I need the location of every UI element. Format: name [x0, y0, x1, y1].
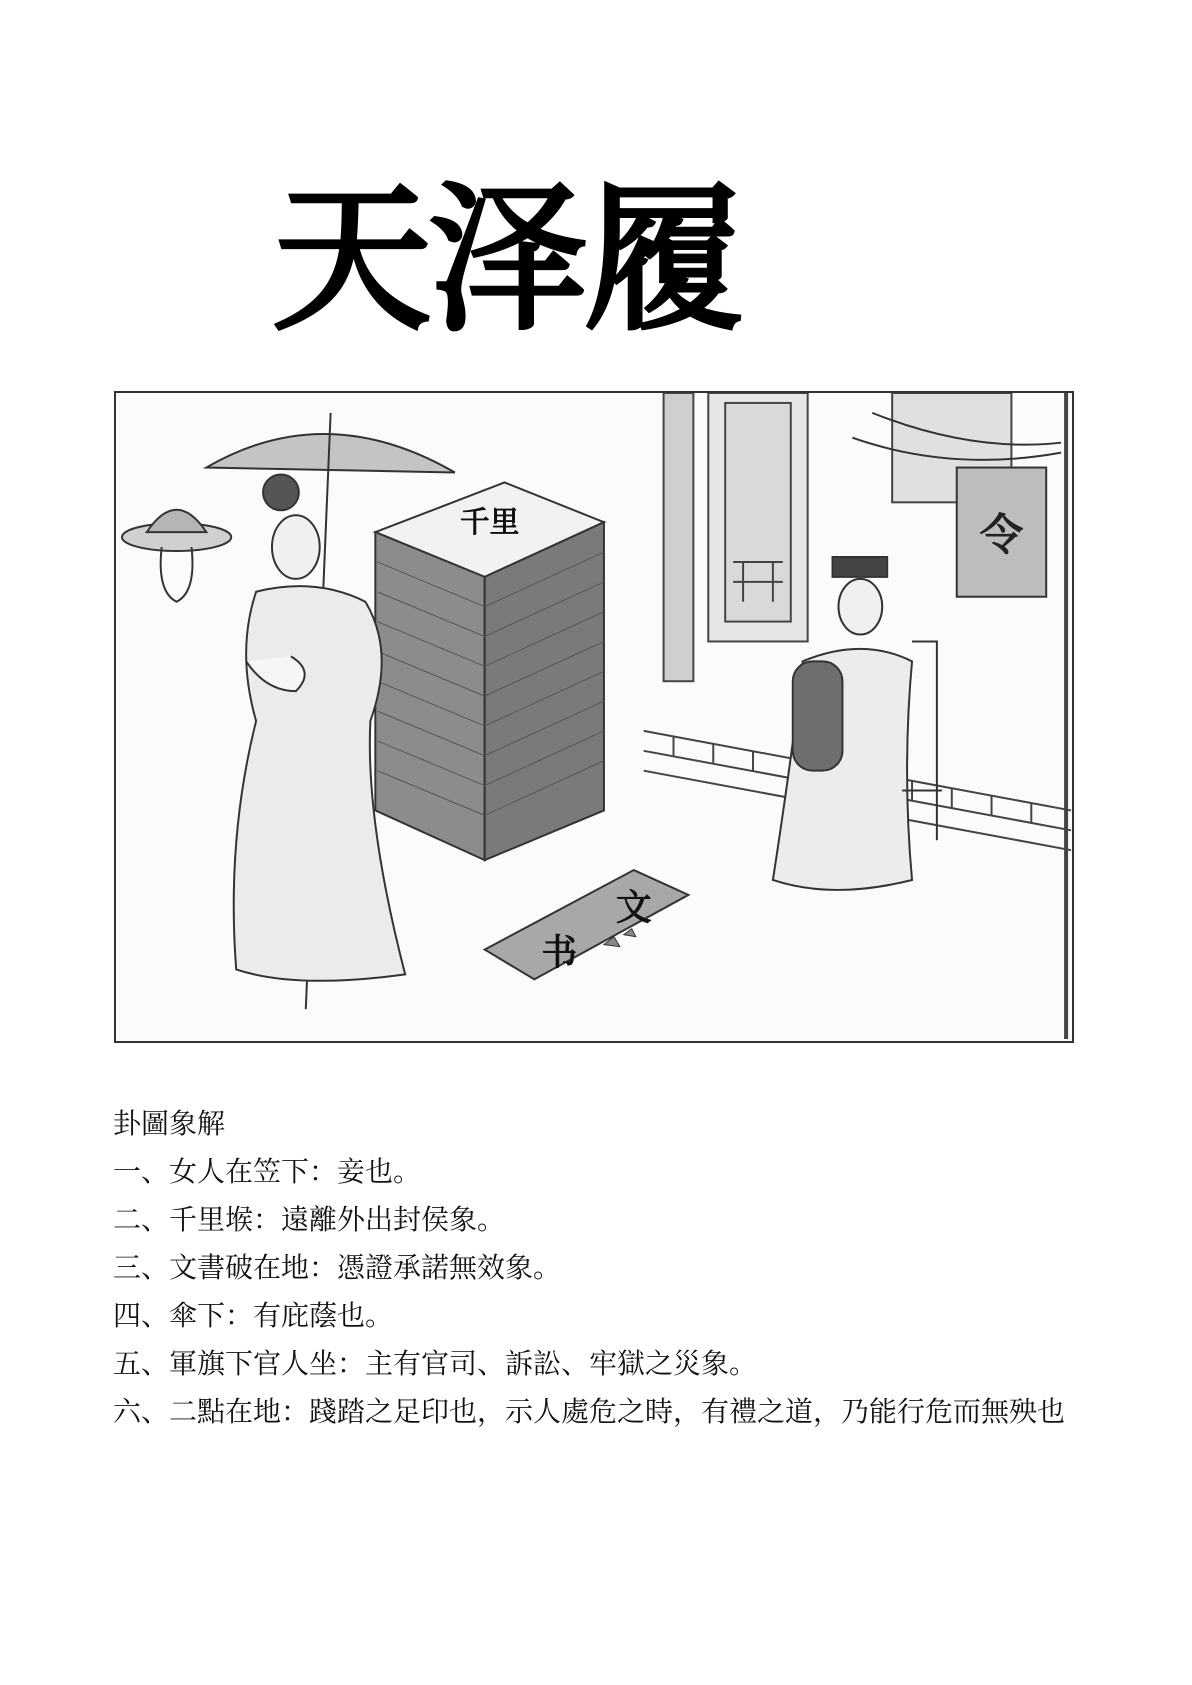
hexagram-illustration [114, 391, 1074, 1043]
document-label-2: 书 [541, 932, 578, 974]
hanging-hat [122, 510, 231, 602]
explanation-line: 二、千里堠：遠離外出封侯象。 [113, 1203, 506, 1236]
explanation-heading: 卦圖象解 [113, 1107, 226, 1140]
explanation-line: 六、二點在地：踐踏之足印也，示人處危之時，有禮之道，乃能行危而無殃也 [113, 1395, 1066, 1428]
explanation-line: 一、女人在笠下：妾也。 [113, 1155, 422, 1188]
pillar-label: 千里 [459, 505, 520, 541]
explanation-line: 四、傘下：有庇蔭也。 [113, 1299, 394, 1332]
explanation-line: 五、軍旗下官人坐：主有官司、訴訟、牢獄之災象。 [113, 1347, 758, 1380]
hexagram-explanation [113, 1100, 1113, 1436]
explanation-line: 三、文書破在地：憑證承諾無效象。 [113, 1251, 562, 1284]
page-title: 天泽履 [272, 166, 741, 353]
torn-document [485, 870, 689, 979]
document-label-1: 文 [615, 887, 652, 929]
flag-label: 令 [979, 510, 1024, 562]
